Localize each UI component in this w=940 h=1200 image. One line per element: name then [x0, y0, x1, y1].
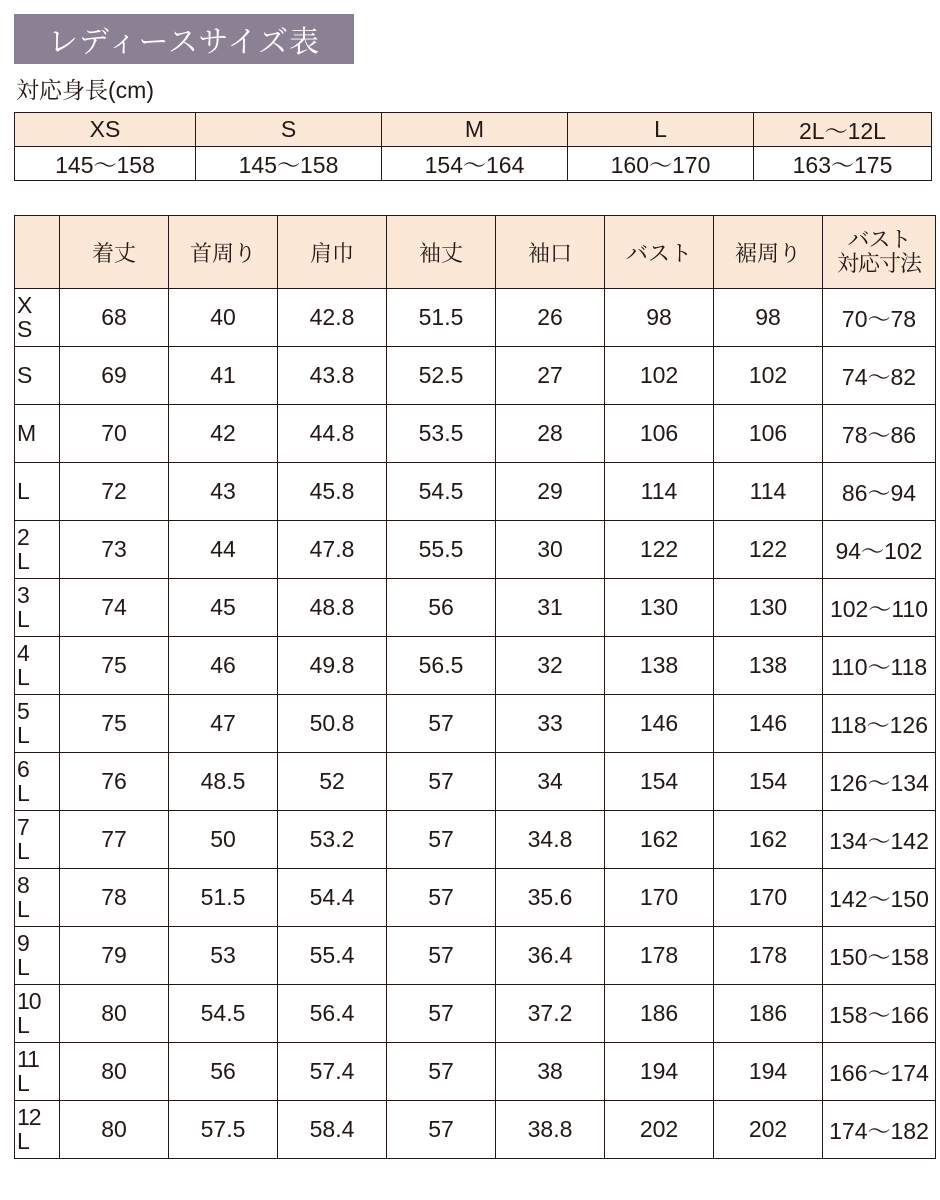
row-size-line1: 7 — [17, 814, 29, 841]
table-cell: 54.4 — [278, 869, 387, 927]
measurement-table — [14, 215, 936, 1159]
table-cell: 72 — [60, 463, 169, 521]
table-cell: 174〜182 — [823, 1101, 936, 1159]
table-cell: 44.8 — [278, 405, 387, 463]
table-cell: 194 — [714, 1043, 823, 1101]
height-range-l: 160〜170 — [568, 147, 754, 181]
height-table — [14, 112, 932, 181]
table-cell: 202 — [605, 1101, 714, 1159]
table-cell: 37.2 — [496, 985, 605, 1043]
header-bust-fit — [823, 216, 936, 289]
table-row — [15, 347, 936, 405]
row-size-line2: L — [17, 547, 29, 574]
table-cell: 158〜166 — [823, 985, 936, 1043]
height-size-2l-12l: 2L〜12L — [754, 113, 932, 147]
table-cell: 34 — [496, 753, 605, 811]
table-cell: 126〜134 — [823, 753, 936, 811]
table-cell: 45.8 — [278, 463, 387, 521]
row-size-line1: 10 — [17, 988, 41, 1015]
table-cell: 194 — [605, 1043, 714, 1101]
row-size-line1: 12 — [17, 1104, 41, 1131]
row-size-label — [15, 811, 60, 869]
table-cell: 77 — [60, 811, 169, 869]
row-size-line1: 5 — [17, 698, 29, 725]
height-range-m: 154〜164 — [382, 147, 568, 181]
table-cell: 51.5 — [387, 289, 496, 347]
table-cell: 78〜86 — [823, 405, 936, 463]
table-cell: 150〜158 — [823, 927, 936, 985]
table-cell: 102〜110 — [823, 579, 936, 637]
row-size-line1: X — [17, 292, 32, 319]
height-section-label: 対応身長(cm) — [16, 77, 154, 103]
table-cell: 54.5 — [387, 463, 496, 521]
row-size-line2: L — [17, 895, 29, 922]
table-cell: 69 — [60, 347, 169, 405]
row-size-line2: L — [17, 837, 29, 864]
table-row — [15, 289, 936, 347]
table-cell: 55.5 — [387, 521, 496, 579]
table-cell: 50.8 — [278, 695, 387, 753]
table-cell: 48.8 — [278, 579, 387, 637]
table-cell: 130 — [714, 579, 823, 637]
table-row — [15, 811, 936, 869]
table-cell: 32 — [496, 637, 605, 695]
table-cell: 70 — [60, 405, 169, 463]
row-size-label — [15, 289, 60, 347]
header-hem: 裾周り — [714, 216, 823, 289]
row-size-label — [15, 637, 60, 695]
table-cell: 78 — [60, 869, 169, 927]
table-cell: 178 — [714, 927, 823, 985]
table-cell: 55.4 — [278, 927, 387, 985]
row-size-label — [15, 695, 60, 753]
page-title-banner — [14, 14, 354, 64]
table-cell: 154 — [605, 753, 714, 811]
table-cell: 170 — [714, 869, 823, 927]
table-cell: 41 — [169, 347, 278, 405]
row-size-line1: 3 — [17, 582, 29, 609]
table-cell: 56.4 — [278, 985, 387, 1043]
row-size-line1: 9 — [17, 930, 29, 957]
table-cell: 56 — [169, 1043, 278, 1101]
header-sleeve-length: 袖丈 — [387, 216, 496, 289]
row-size-line2: L — [17, 1127, 29, 1154]
row-size-line2: L — [17, 721, 29, 748]
header-length: 着丈 — [60, 216, 169, 289]
table-cell: 122 — [714, 521, 823, 579]
table-cell: 45 — [169, 579, 278, 637]
row-size-label — [15, 463, 60, 521]
table-cell: 74〜82 — [823, 347, 936, 405]
row-size-line1: 8 — [17, 872, 29, 899]
table-row — [15, 1101, 936, 1159]
table-cell: 73 — [60, 521, 169, 579]
table-cell: 42.8 — [278, 289, 387, 347]
table-row — [15, 869, 936, 927]
row-size-label — [15, 405, 60, 463]
row-size-line1: 6 — [17, 756, 29, 783]
page-title: レディースサイズ表 — [47, 26, 321, 59]
table-cell: 154 — [714, 753, 823, 811]
table-cell: 76 — [60, 753, 169, 811]
height-range-2l-12l: 163〜175 — [754, 147, 932, 181]
table-row — [15, 405, 936, 463]
row-size-label — [15, 869, 60, 927]
row-size-line2: L — [17, 779, 29, 806]
table-cell: 86〜94 — [823, 463, 936, 521]
row-size-line2: L — [17, 1011, 29, 1038]
header-shoulder: 肩巾 — [278, 216, 387, 289]
height-size-s: S — [196, 113, 382, 147]
table-cell: 146 — [605, 695, 714, 753]
table-cell: 53.5 — [387, 405, 496, 463]
table-cell: 186 — [714, 985, 823, 1043]
table-cell: 34.8 — [496, 811, 605, 869]
table-cell: 57 — [387, 985, 496, 1043]
table-cell: 56.5 — [387, 637, 496, 695]
table-cell: 106 — [605, 405, 714, 463]
header-bust-fit-line2: 対応寸法 — [836, 251, 921, 276]
table-cell: 43 — [169, 463, 278, 521]
height-size-l: L — [568, 113, 754, 147]
table-cell: 98 — [714, 289, 823, 347]
table-cell: 202 — [714, 1101, 823, 1159]
table-cell: 48.5 — [169, 753, 278, 811]
table-cell: 33 — [496, 695, 605, 753]
table-cell: 53 — [169, 927, 278, 985]
measurement-table-header-row — [15, 216, 936, 289]
header-bust-fit-line1: バスト — [847, 227, 911, 253]
table-cell: 80 — [60, 1043, 169, 1101]
row-size-line1: M — [17, 419, 36, 446]
header-cuff: 袖口 — [496, 216, 605, 289]
table-cell: 50 — [169, 811, 278, 869]
table-row — [15, 985, 936, 1043]
row-size-line2: L — [17, 663, 29, 690]
table-cell: 178 — [605, 927, 714, 985]
table-cell: 57 — [387, 1101, 496, 1159]
table-cell: 28 — [496, 405, 605, 463]
table-cell: 54.5 — [169, 985, 278, 1043]
table-cell: 70〜78 — [823, 289, 936, 347]
height-table-header-row — [15, 113, 932, 147]
table-cell: 102 — [714, 347, 823, 405]
row-size-label — [15, 927, 60, 985]
table-cell: 52.5 — [387, 347, 496, 405]
table-row — [15, 463, 936, 521]
table-cell: 94〜102 — [823, 521, 936, 579]
table-cell: 42 — [169, 405, 278, 463]
row-size-line2: S — [17, 315, 32, 342]
height-range-xs: 145〜158 — [15, 147, 196, 181]
table-cell: 46 — [169, 637, 278, 695]
table-cell: 57.4 — [278, 1043, 387, 1101]
table-cell: 75 — [60, 695, 169, 753]
row-size-label — [15, 347, 60, 405]
table-cell: 40 — [169, 289, 278, 347]
measurement-table-body — [15, 289, 936, 1159]
table-cell: 36.4 — [496, 927, 605, 985]
table-cell: 130 — [605, 579, 714, 637]
table-cell: 122 — [605, 521, 714, 579]
table-cell: 29 — [496, 463, 605, 521]
table-cell: 79 — [60, 927, 169, 985]
table-cell: 57 — [387, 695, 496, 753]
table-cell: 57 — [387, 869, 496, 927]
table-cell: 80 — [60, 985, 169, 1043]
table-cell: 26 — [496, 289, 605, 347]
table-cell: 31 — [496, 579, 605, 637]
row-size-line1: L — [17, 477, 29, 504]
table-cell: 58.4 — [278, 1101, 387, 1159]
row-size-line2: L — [17, 605, 29, 632]
table-cell: 106 — [714, 405, 823, 463]
table-cell: 138 — [605, 637, 714, 695]
table-cell: 138 — [714, 637, 823, 695]
height-range-s: 145〜158 — [196, 147, 382, 181]
table-cell: 102 — [605, 347, 714, 405]
table-cell: 52 — [278, 753, 387, 811]
table-cell: 35.6 — [496, 869, 605, 927]
table-cell: 118〜126 — [823, 695, 936, 753]
row-size-line1: 4 — [17, 640, 29, 667]
table-cell: 44 — [169, 521, 278, 579]
table-cell: 27 — [496, 347, 605, 405]
table-row — [15, 579, 936, 637]
table-row — [15, 695, 936, 753]
row-size-line1: S — [17, 361, 32, 388]
table-cell: 166〜174 — [823, 1043, 936, 1101]
row-size-label — [15, 985, 60, 1043]
table-cell: 57 — [387, 1043, 496, 1101]
table-cell: 68 — [60, 289, 169, 347]
table-cell: 30 — [496, 521, 605, 579]
table-cell: 43.8 — [278, 347, 387, 405]
table-cell: 74 — [60, 579, 169, 637]
table-cell: 98 — [605, 289, 714, 347]
row-size-line2: L — [17, 1069, 29, 1096]
table-row — [15, 521, 936, 579]
header-neck: 首周り — [169, 216, 278, 289]
table-row — [15, 753, 936, 811]
row-size-line2: L — [17, 953, 29, 980]
table-cell: 186 — [605, 985, 714, 1043]
row-size-label — [15, 579, 60, 637]
table-cell: 57.5 — [169, 1101, 278, 1159]
height-size-m: M — [382, 113, 568, 147]
row-size-label — [15, 1101, 60, 1159]
table-cell: 57 — [387, 811, 496, 869]
table-cell: 38.8 — [496, 1101, 605, 1159]
table-cell: 80 — [60, 1101, 169, 1159]
row-size-label — [15, 521, 60, 579]
height-table-value-row — [15, 147, 932, 181]
row-size-label — [15, 753, 60, 811]
table-cell: 114 — [605, 463, 714, 521]
header-bust: バスト — [605, 216, 714, 289]
table-cell: 56 — [387, 579, 496, 637]
table-cell: 142〜150 — [823, 869, 936, 927]
height-size-xs: XS — [15, 113, 196, 147]
row-size-label — [15, 1043, 60, 1101]
table-cell: 146 — [714, 695, 823, 753]
header-size-corner — [15, 216, 60, 289]
table-cell: 134〜142 — [823, 811, 936, 869]
table-cell: 38 — [496, 1043, 605, 1101]
row-size-line1: 2 — [17, 524, 29, 551]
table-cell: 53.2 — [278, 811, 387, 869]
table-cell: 49.8 — [278, 637, 387, 695]
row-size-line1: 11 — [17, 1046, 39, 1073]
table-row — [15, 1043, 936, 1101]
table-cell: 51.5 — [169, 869, 278, 927]
table-cell: 47 — [169, 695, 278, 753]
table-cell: 57 — [387, 927, 496, 985]
table-row — [15, 927, 936, 985]
table-cell: 114 — [714, 463, 823, 521]
table-cell: 162 — [605, 811, 714, 869]
table-cell: 57 — [387, 753, 496, 811]
table-cell: 110〜118 — [823, 637, 936, 695]
table-cell: 47.8 — [278, 521, 387, 579]
table-cell: 162 — [714, 811, 823, 869]
table-row — [15, 637, 936, 695]
table-cell: 170 — [605, 869, 714, 927]
table-cell: 75 — [60, 637, 169, 695]
